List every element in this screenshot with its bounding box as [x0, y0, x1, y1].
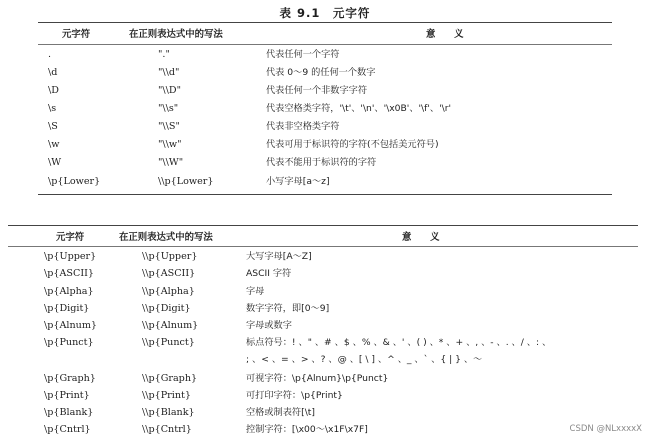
table1-header-meta: 元字符 — [62, 29, 91, 40]
meaning-cell: 代表非空格类字符 — [266, 121, 340, 132]
meta-cell: \D — [48, 85, 59, 96]
notation-cell: \\p{Alpha} — [142, 286, 195, 297]
meta-cell: \p{ASCII} — [44, 268, 95, 279]
meaning-cell: 大写字母[A～Z] — [246, 251, 312, 262]
meta-cell: \p{Upper} — [44, 251, 97, 262]
meaning-cell: ; 、< 、= 、> 、? 、@ 、[ \ ] 、^ 、_ 、` 、{ | } 、～ — [246, 354, 483, 365]
meta-cell: \p{Digit} — [44, 303, 90, 314]
meaning-cell: 小写字母[a～z] — [266, 176, 330, 187]
watermark: CSDN @NLxxxxX — [569, 424, 642, 434]
table1-header-rule — [38, 44, 612, 45]
meaning-cell: 标点符号：! 、" 、# 、$ 、% 、& 、' 、( ) 、* 、+ 、, 、- 、. 、/ 、: 、 — [246, 337, 552, 348]
notation-cell: "\\s" — [158, 103, 179, 114]
notation-cell: \\p{ASCII} — [142, 268, 196, 279]
notation-cell: \\p{Lower} — [158, 176, 214, 187]
meaning-cell: ASCII 字符 — [246, 268, 292, 279]
meta-cell: \w — [48, 139, 60, 150]
meta-cell: \p{Graph} — [44, 373, 96, 384]
notation-cell: "\\W" — [158, 157, 184, 168]
table2-header-meta: 元字符 — [56, 232, 85, 243]
notation-cell: \\p{Blank} — [142, 407, 195, 418]
table2-top-rule — [8, 225, 638, 226]
table1-header-meaning: 意 义 — [426, 29, 464, 40]
meaning-cell: 字母或数字 — [246, 320, 292, 331]
meaning-cell: 代表空格类字符，'\t'、'\n'、'\x0B'、'\f'、'\r' — [266, 103, 452, 114]
meta-cell: \p{Alpha} — [44, 286, 94, 297]
meaning-cell: 代表任何一个非数字字符 — [266, 85, 368, 96]
notation-cell: \\p{Upper} — [142, 251, 198, 262]
meta-cell: \S — [48, 121, 58, 132]
table2-header-rule — [8, 246, 638, 247]
notation-cell: "\\S" — [158, 121, 180, 132]
meaning-cell: 数字字符，即[0～9] — [246, 303, 330, 314]
notation-cell: \\p{Alnum} — [142, 320, 199, 331]
meta-cell: \W — [48, 157, 62, 168]
notation-cell: "\\w" — [158, 139, 182, 150]
notation-cell: "\\d" — [158, 67, 180, 78]
meta-cell: . — [48, 49, 52, 60]
notation-cell: \\p{Punct} — [142, 337, 195, 348]
table1-top-rule — [38, 22, 612, 23]
meaning-cell: 可视字符：\p{Alnum}\p{Punct} — [246, 373, 389, 384]
table-title: 表 9.1 元字符 — [279, 6, 371, 20]
meta-cell: \s — [48, 103, 57, 114]
meaning-cell: 代表可用于标识符的字符(不包括美元符号) — [266, 139, 439, 150]
table1-bottom-rule — [38, 194, 612, 195]
meta-cell: \p{Alnum} — [44, 320, 98, 331]
notation-cell: \\p{Cntrl} — [142, 424, 192, 435]
meaning-cell: 可打印字符：\p{Print} — [246, 390, 343, 401]
meaning-cell: 代表任何一个字符 — [266, 49, 340, 60]
meta-cell: \p{Cntrl} — [44, 424, 91, 435]
meta-cell: \p{Lower} — [48, 176, 101, 187]
meaning-cell: 空格或制表符[\t] — [246, 407, 315, 418]
meaning-cell: 控制字符：[\x00～\x1F\x7F] — [246, 424, 368, 435]
meta-cell: \p{Blank} — [44, 407, 94, 418]
notation-cell: \\p{Graph} — [142, 373, 198, 384]
meaning-cell: 代表不能用于标识符的字符 — [266, 157, 377, 168]
notation-cell: \\p{Print} — [142, 390, 191, 401]
meta-cell: \d — [48, 67, 58, 78]
table2-header-meaning: 意 义 — [402, 232, 440, 243]
meaning-cell: 代表 0～9 的任何一个数字 — [266, 67, 376, 78]
notation-cell: "\\D" — [158, 85, 181, 96]
meaning-cell: 字母 — [246, 286, 265, 297]
notation-cell: \\p{Digit} — [142, 303, 191, 314]
notation-cell: "." — [158, 49, 170, 60]
meta-cell: \p{Print} — [44, 390, 90, 401]
table1-header-notation: 在正则表达式中的写法 — [129, 29, 223, 40]
table2-header-notation: 在正则表达式中的写法 — [119, 232, 213, 243]
meta-cell: \p{Punct} — [44, 337, 94, 348]
